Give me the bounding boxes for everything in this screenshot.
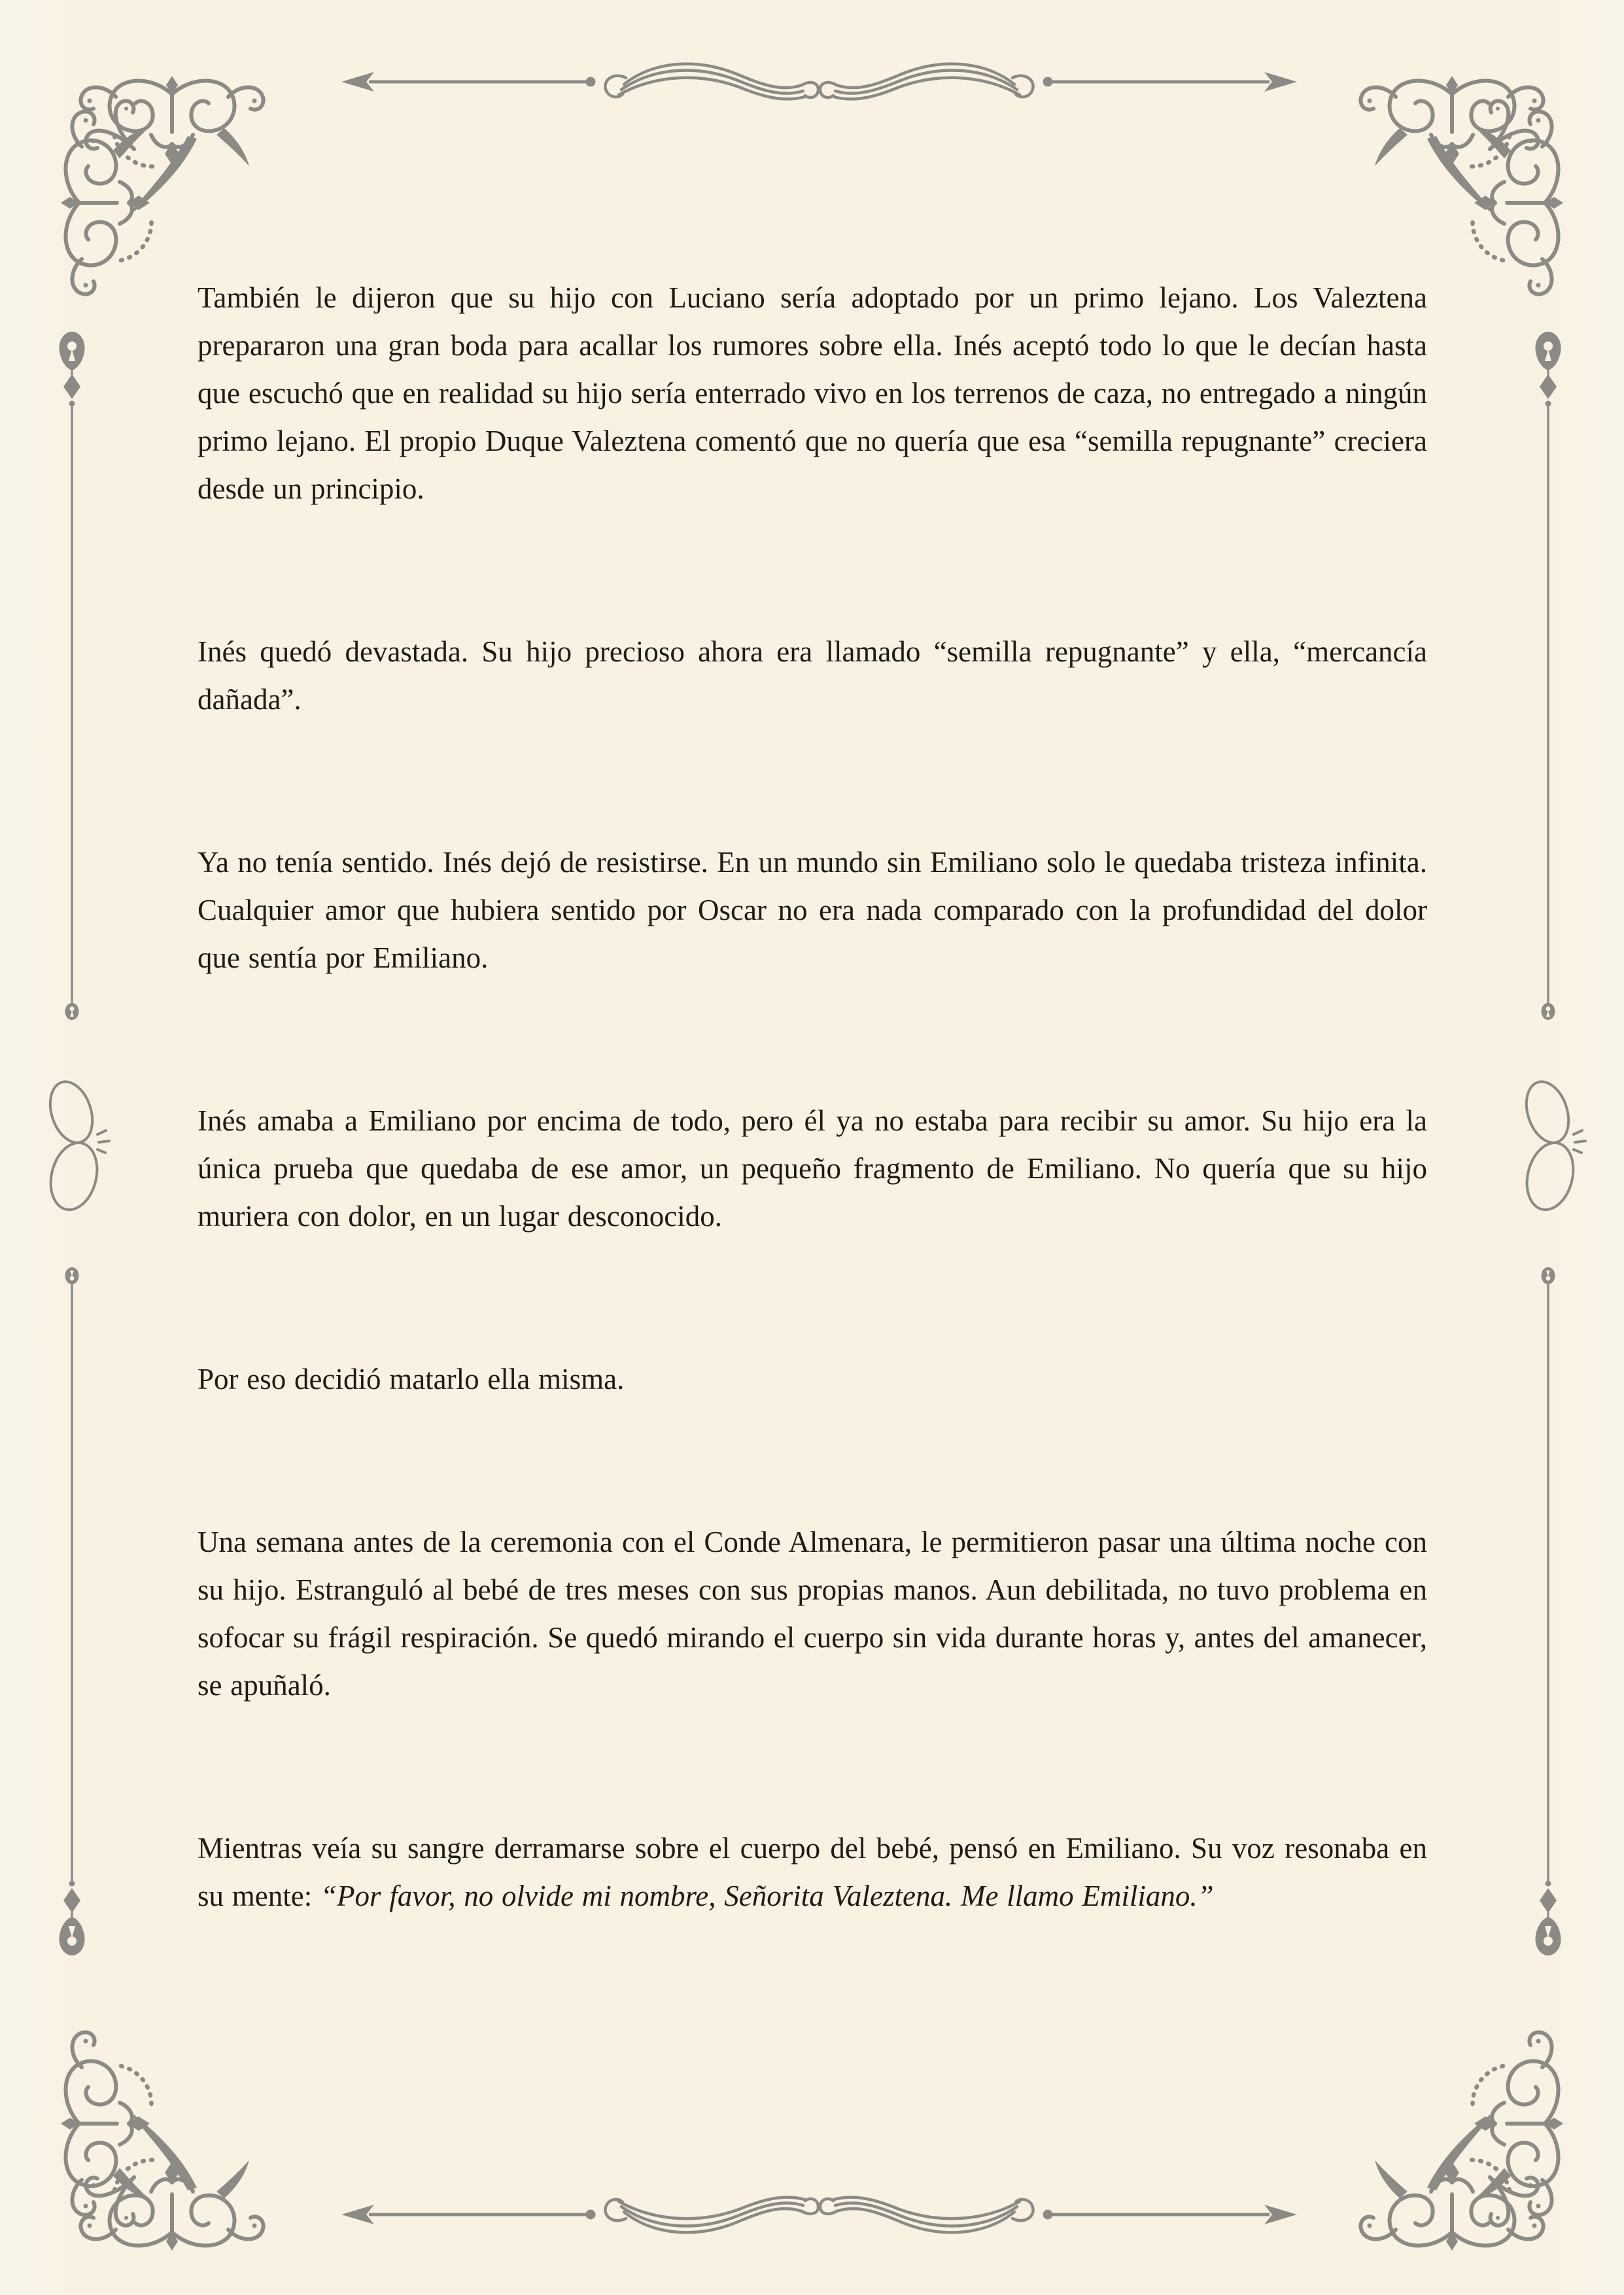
paragraph <box>198 274 1427 513</box>
paragraph-segment: Ya no tenía sentido. Inés dejó de resistirse. En un mundo sin Emiliano solo le quedaba tristeza infinita. Cualquier amor que hubiera sentido por Oscar no era nada comparado con la profundidad del dolor que sentía por Emiliano. <box>198 846 1427 974</box>
paragraph <box>198 1825 1427 1920</box>
side-rule-right-lower <box>1530 1265 1566 1959</box>
figure-eight-flourish-right <box>1517 1072 1589 1225</box>
paragraph-segment: Mientras veía su sangre derramarse sobre el cuerpo del bebé, pensó en Emiliano. Su voz resonaba en su mente: <box>198 1832 1427 1912</box>
paragraph <box>198 1097 1427 1240</box>
paragraph-segment: Por eso decidió matarlo ella misma. <box>198 1363 625 1395</box>
paragraph <box>198 1356 1427 1403</box>
paragraph-segment: Una semana antes de la ceremonia con el Conde Almenara, le permitieron pasar una última noche con su hijo. Estranguló al bebé de tres meses con sus propias manos. Aun debilitada, no tuvo problema en sofocar su frágil respiración. Se quedó mirando el cuerpo sin vida durante horas y, antes del amanecer, se apuñaló. <box>198 1526 1427 1702</box>
paragraph-segment: También le dijeron que su hijo con Luciano sería adoptado por un primo lejano. Los Valeztena prepararon una gran boda para acallar los rumores sobre ella. Inés aceptó todo lo que le decían hasta que escuchó que en realidad su hijo sería enterrado vivo en los terrenos de caza, no entregado a ningún primo lejano. El propio Duque Valeztena comentó que no quería que esa “semilla repugnante” creciera desde un principio. <box>198 281 1427 505</box>
paragraph <box>198 1518 1427 1709</box>
arrow-swirl-divider-top <box>334 49 1305 114</box>
paragraph <box>198 839 1427 982</box>
paragraph-segment-italic: “Por favor, no olvide mi nombre, Señorita Valeztena. Me llamo Emiliano.” <box>320 1880 1214 1912</box>
arrow-swirl-divider-bottom <box>334 2182 1305 2247</box>
corner-flourish-bottom-left <box>56 2007 304 2256</box>
figure-eight-flourish-left <box>41 1072 113 1225</box>
side-rule-left-lower <box>54 1265 90 1959</box>
paragraph-segment: Inés quedó devastada. Su hijo precioso ahora era llamado “semilla repugnante” y ella, “mercancía dañada”. <box>198 635 1427 716</box>
corner-flourish-bottom-right <box>1320 2007 1568 2256</box>
paragraph <box>198 628 1427 724</box>
paragraph-segment: Inés amaba a Emiliano por encima de todo, pero él ya no estaba para recibir su amor. Su hijo era la única prueba que quedaba de ese amor, un pequeño fragmento de Emiliano. No quería que su hijo muriera con dolor, en un lugar desconocido. <box>198 1104 1427 1233</box>
side-rule-left-upper <box>54 328 90 1022</box>
side-rule-right-upper <box>1530 328 1566 1022</box>
text-block <box>198 274 1427 1920</box>
